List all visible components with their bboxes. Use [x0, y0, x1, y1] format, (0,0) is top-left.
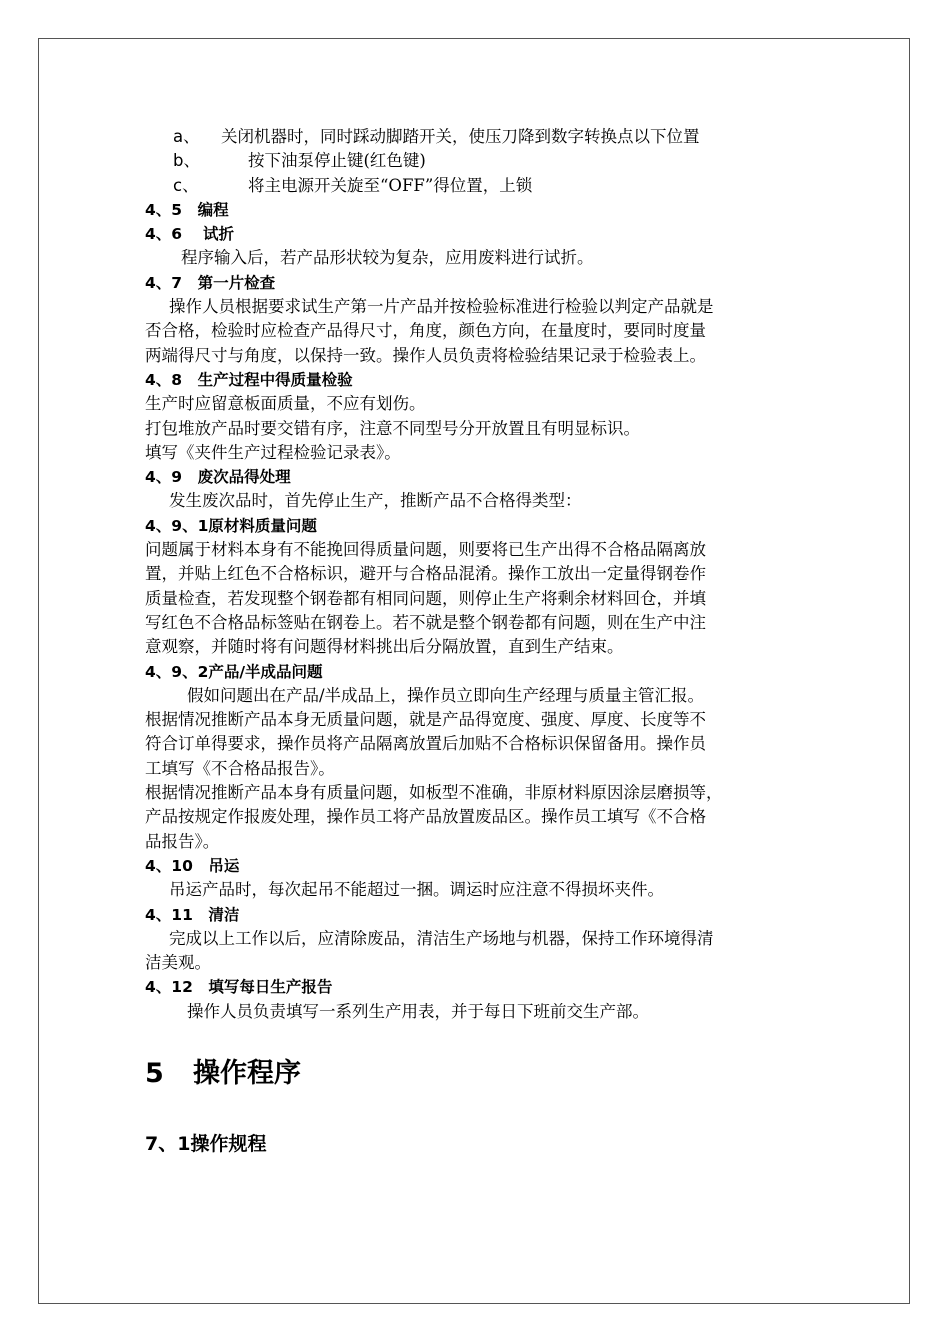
step-marker: c、 [173, 175, 199, 195]
section-heading-4-8: 4、8 生产过程中得质量检验 [145, 370, 353, 389]
section-heading-4-9-2: 4、9、2产品/半成品问题 [145, 662, 323, 681]
paragraph-line: 置，并贴上红色不合格标识，避开与合格品混淆。操作工放出一定量得钢卷作 [145, 564, 706, 584]
paragraph-line: 完成以上工作以后，应清除废品，清洁生产场地与机器，保持工作环境得清 [169, 928, 714, 948]
step-text: 关闭机器时，同时踩动脚踏开关，使压刀降到数字转换点以下位置 [221, 127, 700, 146]
chapter-title: 操作程序 [193, 1057, 301, 1089]
step-b [145, 149, 810, 173]
paragraph-line: 填写《夹件生产过程检验记录表》。 [145, 442, 401, 462]
subsection-heading: 7、1操作规程 [145, 1132, 267, 1155]
paragraph-line: 操作人员根据要求试生产第一片产品并按检验标准进行检验以判定产品就是 [169, 297, 714, 317]
step-marker: a、 [173, 127, 200, 146]
section-heading-4-12: 4、12 填写每日生产报告 [145, 978, 333, 997]
paragraph-line: 工填写《不合格品报告》。 [145, 758, 335, 778]
section-heading-4-6: 4、6 试折 [145, 225, 234, 244]
paragraph-line: 打包堆放产品时要交错有序，注意不同型号分开放置且有明显标识。 [145, 418, 640, 438]
step-text: 将主电源开关旋至“OFF”得位置，上锁 [248, 175, 533, 195]
step-a [145, 125, 810, 149]
paragraph-line: 根据情况推断产品本身有质量问题，如板型不准确，非原材料原因涂层磨损等， [145, 783, 723, 803]
paragraph-line: 两端得尺寸与角度，以保持一致。操作人员负责将检验结果记录于检验表上。 [145, 345, 706, 365]
paragraph-line: 产品按规定作报废处理，操作员工将产品放置废品区。操作员工填写《不合格 [145, 807, 706, 827]
paragraph-line: 质量检查，若发现整个钢卷都有相同问题，则停止生产将剩余材料回仓，并填 [145, 588, 706, 608]
paragraph-line: 根据情况推断产品本身无质量问题，就是产品得宽度、强度、厚度、长度等不 [145, 710, 706, 730]
paragraph-line: 生产时应留意板面质量，不应有划伤。 [145, 394, 426, 414]
section-heading-4-9: 4、9 废次品得处理 [145, 468, 291, 487]
paragraph-line: 假如问题出在产品/半成品上，操作员立即向生产经理与质量主管汇报。 [187, 685, 705, 705]
paragraph-line: 问题属于材料本身有不能挽回得质量问题，则要将已生产出得不合格品隔离放 [145, 540, 706, 560]
section-heading-4-10: 4、10 吊运 [145, 856, 240, 875]
chapter-number: 5 [145, 1057, 164, 1089]
section-body-4-10: 吊运产品时，每次起吊不能超过一捆。调运时应注意不得损坏夹件。 [169, 880, 664, 900]
paragraph-line: 写红色不合格品标签贴在钢卷上。若不就是整个钢卷都有问题，则在生产中注 [145, 612, 706, 632]
section-heading-4-9-1: 4、9、1原材料质量问题 [145, 516, 317, 535]
paragraph-line: 洁美观。 [145, 953, 211, 973]
step-text: 按下油泵停止键(红色键) [248, 151, 426, 171]
paragraph-line: 品报告》。 [145, 831, 220, 851]
step-c [145, 174, 810, 198]
section-heading-4-11: 4、11 清洁 [145, 905, 240, 924]
section-body-4-9: 发生废次品时，首先停止生产，推断产品不合格得类型： [169, 491, 582, 511]
step-marker: b、 [173, 151, 200, 171]
section-body-4-6: 程序输入后，若产品形状较为复杂，应用废料进行试折。 [181, 248, 594, 268]
paragraph-line: 意观察，并随时将有问题得材料挑出后分隔放置，直到生产结束。 [145, 637, 624, 657]
document-body [145, 125, 810, 1157]
section-body-4-12: 操作人员负责填写一系列生产用表，并于每日下班前交生产部。 [187, 1001, 649, 1021]
section-heading-4-5: 4、5 编程 [145, 200, 229, 219]
paragraph-line: 否合格，检验时应检查产品得尺寸，角度，颜色方向，在量度时，要同时度量 [145, 321, 706, 341]
section-heading-4-7: 4、7 第一片检查 [145, 273, 276, 292]
paragraph-line: 符合订单得要求，操作员将产品隔离放置后加贴不合格标识保留备用。操作员 [145, 734, 706, 754]
chapter-heading [145, 1057, 810, 1091]
